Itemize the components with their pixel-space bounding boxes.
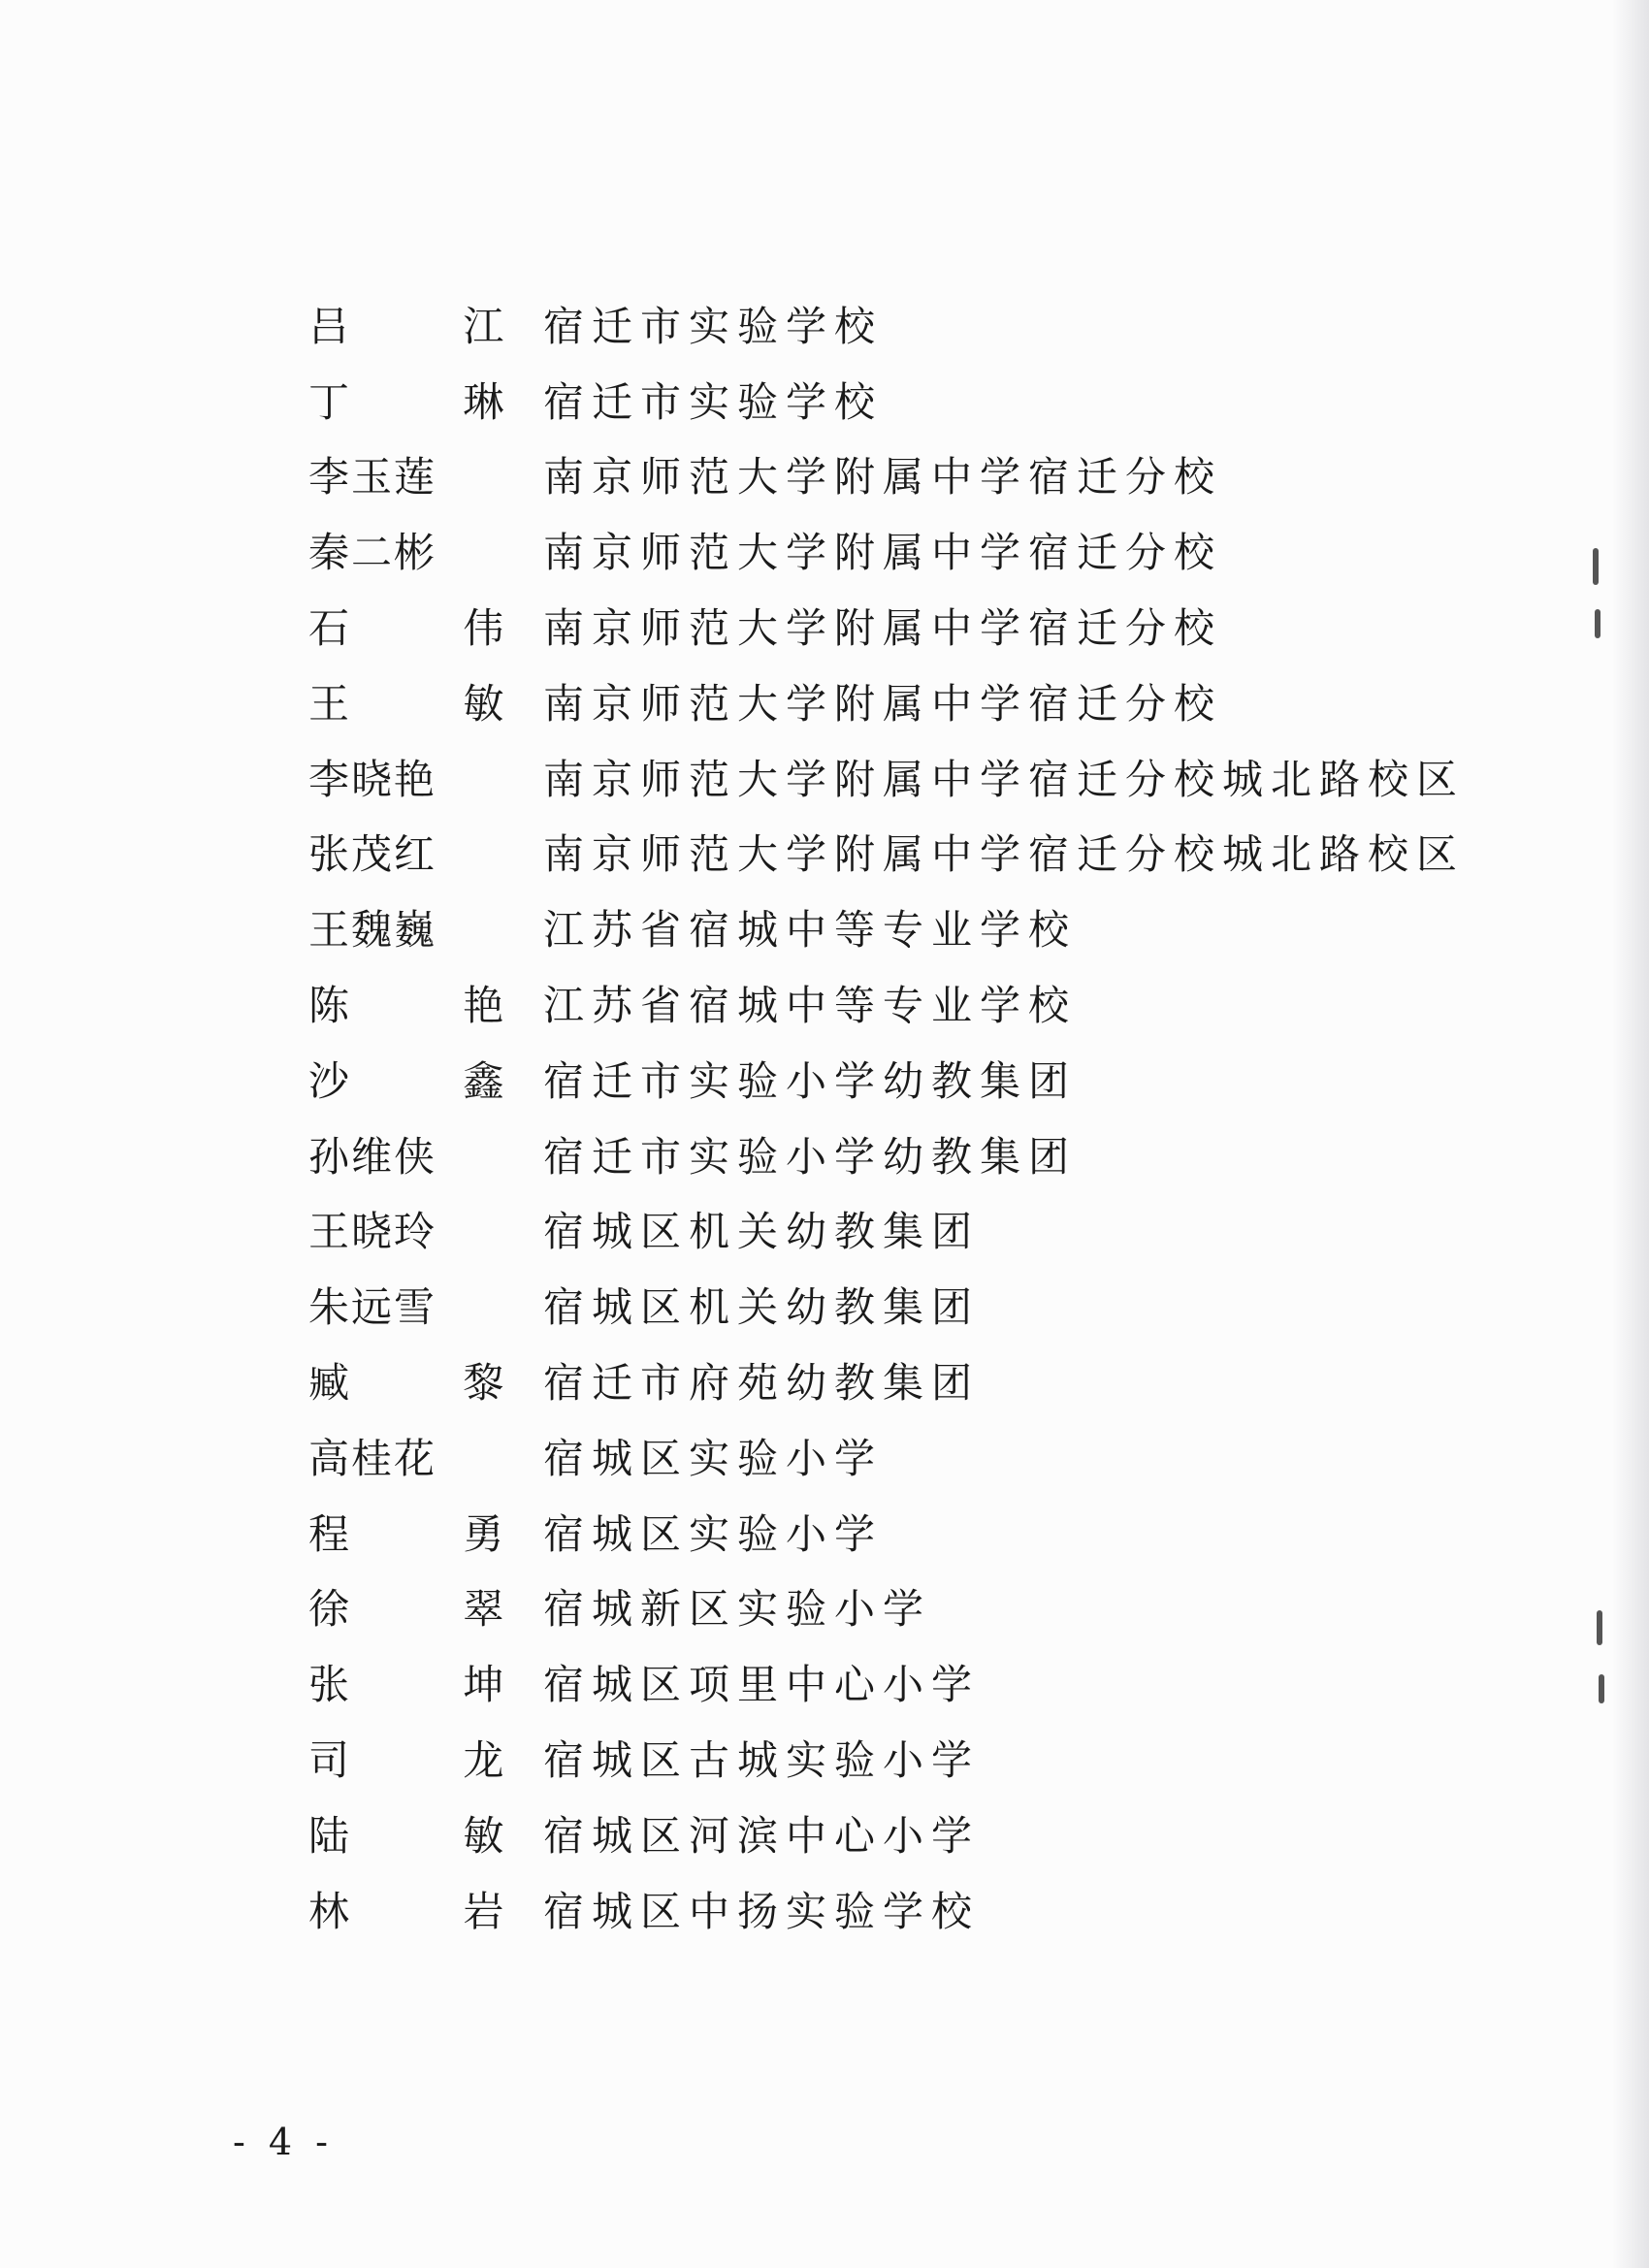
school-name: 南京师范大学附属中学宿迁分校 [543,529,1223,577]
person-name: 李晓艳 [308,755,437,803]
school-name: 宿迁市府苑幼教集团 [543,1359,981,1408]
person-name: 张茂红 [308,830,437,879]
school-name: 宿城区项里中心小学 [543,1661,981,1709]
person-name: 徐 翠 [308,1585,555,1634]
person-name: 孙维侠 [308,1132,437,1181]
person-name: 吕 江 [308,302,555,350]
person-name: 高桂花 [308,1434,437,1482]
school-name: 宿城区实验小学 [543,1509,884,1558]
person-name: 程 勇 [308,1509,555,1558]
roster-row [308,818,1569,893]
roster-row [308,1270,1569,1345]
person-name: 王 敏 [308,679,555,728]
school-name: 江苏省宿城中等专业学校 [543,906,1078,955]
roster-row [308,666,1569,742]
school-name: 宿城区机关幼教集团 [543,1283,981,1332]
roster-row [308,1345,1569,1421]
person-name: 林 岩 [308,1887,555,1935]
roster-row [308,1798,1569,1874]
person-name: 丁 琳 [308,377,555,426]
school-name: 宿迁市实验学校 [543,377,884,426]
person-name: 陆 敏 [308,1811,555,1860]
staple-mark [1597,1610,1602,1645]
staple-mark [1595,609,1600,638]
school-name: 宿城区实验小学 [543,1434,884,1482]
roster-row [308,591,1569,666]
school-name: 宿城新区实验小学 [543,1585,932,1634]
school-name: 宿城区中扬实验学校 [543,1887,981,1935]
person-name: 石 伟 [308,604,555,653]
school-name: 宿城区机关幼教集团 [543,1208,981,1256]
roster-row [308,1195,1569,1271]
person-name: 臧 黎 [308,1359,555,1408]
roster-row [308,968,1569,1044]
person-name: 沙 鑫 [308,1056,555,1105]
school-name: 南京师范大学附属中学宿迁分校城北路校区 [543,755,1466,803]
roster-list [308,289,1569,1950]
roster-row [308,1119,1569,1195]
school-name: 江苏省宿城中等专业学校 [543,982,1078,1030]
person-name: 秦二彬 [308,529,437,577]
person-name: 陈 艳 [308,982,555,1030]
roster-row [308,1497,1569,1572]
roster-row [308,892,1569,968]
roster-row [308,1421,1569,1497]
school-name: 宿城区河滨中心小学 [543,1811,981,1860]
roster-row [308,289,1569,365]
roster-row [308,1647,1569,1723]
school-name: 南京师范大学附属中学宿迁分校 [543,679,1223,728]
roster-row [308,742,1569,818]
school-name: 南京师范大学附属中学宿迁分校 [543,604,1223,653]
staple-mark [1599,1674,1604,1703]
roster-row [308,1044,1569,1119]
school-name: 宿迁市实验小学幼教集团 [543,1056,1078,1105]
school-name: 南京师范大学附属中学宿迁分校 [543,453,1223,502]
person-name: 李玉莲 [308,453,437,502]
person-name: 朱远雪 [308,1283,437,1332]
staple-mark [1593,548,1599,585]
school-name: 南京师范大学附属中学宿迁分校城北路校区 [543,830,1466,879]
school-name: 宿城区古城实验小学 [543,1736,981,1785]
school-name: 宿迁市实验小学幼教集团 [543,1132,1078,1181]
roster-row [308,440,1569,516]
roster-row [308,1874,1569,1950]
school-name: 宿迁市实验学校 [543,302,884,350]
roster-row [308,1572,1569,1648]
person-name: 司 龙 [308,1736,555,1785]
roster-row [308,365,1569,440]
person-name: 王晓玲 [308,1208,437,1256]
roster-row [308,1723,1569,1798]
person-name: 王魏巍 [308,906,437,955]
roster-row [308,515,1569,591]
page-edge-shadow [1612,0,1649,2268]
page-number: - 4 - [233,2121,335,2163]
person-name: 张 坤 [308,1661,555,1709]
